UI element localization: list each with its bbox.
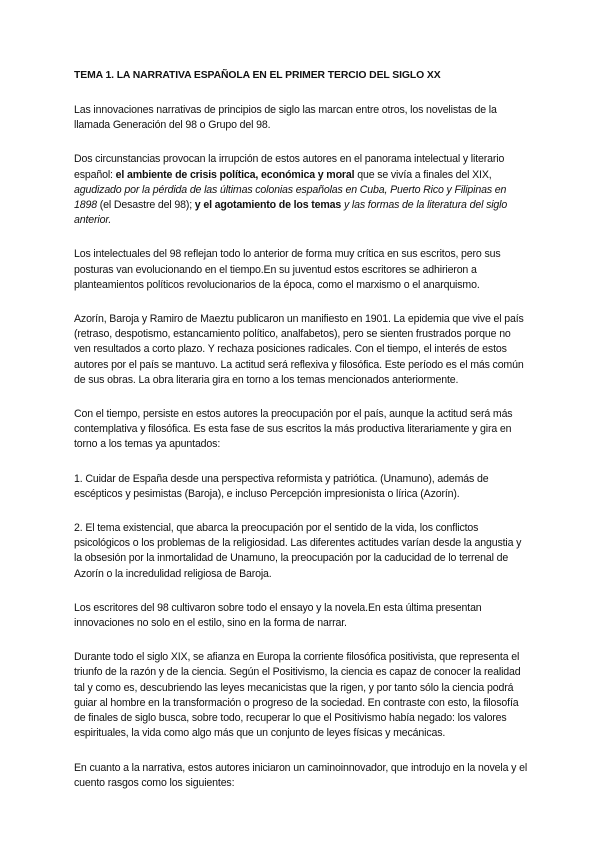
- paragraph-positivism: Durante todo el siglo XIX, se afianza en Europa la corriente filosófica positivista, que representa el triunfo de la razón y de la ciencia. Según el Positivismo, la ciencia es capaz de conocer la realidad tal y como es, descubriendo las leyes mecanicistas que la rigen, y por tanto sólo la ciencia podrá guiar al hombre en la transformación o progreso de la sociedad. En contraste con esto, la filosofía de finales de siglo busca, sobre todo, recuperar lo que el Positivismo había negado: los valores espirituales, la vida como algo más que un conjunto de leyes físicas y mecánicas.: [74, 651, 521, 740]
- text-run: (el Desastre del 98);: [96, 199, 195, 212]
- paragraph-intro: Las innovaciones narrativas de principios de siglo las marcan entre otros, los novelistas de la llamada Generación del 98 o Grupo del 98.: [74, 104, 497, 132]
- italic-forms: y las formas de la literatura del siglo anterior.: [74, 199, 508, 227]
- paragraph-circumstances: [74, 152, 530, 228]
- paragraph-contemplative: Con el tiempo, persiste en estos autores la preocupación por el país, aunque la actitud será más contemplativa y filosófica. Es esta fase de sus escritos la más productiva literariamente y gira en torno a los temas ya apuntados:: [74, 408, 513, 451]
- paragraph-theme-spain: 1. Cuidar de España desde una perspectiva reformista y patriótica. (Unamuno), además de escépticos y pesimistas (Baroja), e incluso Percepción impresionista o lírica (Azorín).: [74, 472, 489, 500]
- bold-crisis: el ambiente de crisis política, económica y moral: [115, 168, 355, 181]
- document-title: TEMA 1. LA NARRATIVA ESPAÑOLA EN EL PRIMER TERCIO DEL SIGLO XX: [74, 70, 441, 81]
- italic-colonies: agudizado por la pérdida de las últimas colonias españolas en Cuba, Puerto Rico y Filipinas en 1898: [74, 183, 507, 212]
- paragraph-genres: Los escritores del 98 cultivaron sobre todo el ensayo y la novela.En esta última presentan innovaciones no solo en el estilo, sino en la forma de narrar.: [74, 601, 482, 630]
- paragraph-manifesto: Azorín, Baroja y Ramiro de Maeztu publicaron un manifiesto en 1901. La epidemia que vive el país (retraso, despotismo, estancamiento político, analfabetos), pero se sienten frustrados porque no ven resultados a corto plazo. Y rechaza posiciones radicales. Con el tiempo, el interés de estos autores por el país se mantuvo. La actitud será reflexiva y filosófica. Este período es el más común de sus obras. La obra literaria gira en torno a los temas mencionados anteriormente.: [74, 313, 524, 386]
- text-run: Dos circunstancias provocan la irrupción de estos autores en el panorama intelectual y literario español:: [74, 153, 505, 181]
- text-run: que se vivía a finales del XIX,: [354, 168, 492, 181]
- paragraph-narrative: En cuanto a la narrativa, estos autores iniciaron un caminoinnovador, que introdujo en la novela y el cuento rasgos como los siguientes:: [74, 761, 528, 789]
- bold-exhaustion: y el agotamiento de los temas: [194, 199, 342, 212]
- paragraph-theme-existential: 2. El tema existencial, que abarca la preocupación por el sentido de la vida, los conflictos psicológicos o los problemas de la religiosidad. Las diferentes actitudes varían desde la angustia y la obsesión por la inmortalidad de Unamuno, la preocupación por la caducidad de lo terrenal de Azorín o la incredulidad religiosa de Baroja.: [74, 522, 522, 580]
- paragraph-intellectuals: Los intelectuales del 98 reflejan todo lo anterior de forma muy crítica en sus escritos, pero sus posturas van evolucionando en el tiempo.En su juventud estos escritores se adhirieron a planteamientos políticos revolucionarios de la época, como el marxismo o el anarquismo.: [74, 248, 501, 291]
